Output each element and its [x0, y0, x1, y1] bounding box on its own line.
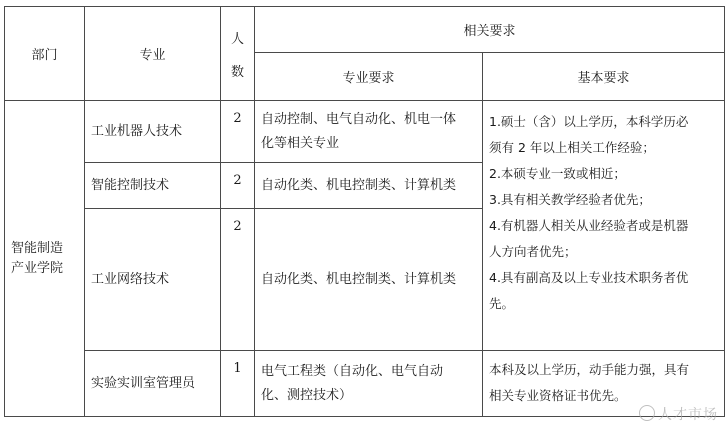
header-major: 专业 — [85, 7, 221, 101]
basic-requirement-cell — [483, 101, 725, 351]
major-cell: 实验实训室管理员 — [85, 351, 221, 417]
major-cell: 工业网络技术 — [85, 209, 221, 351]
professional-line: 化、测控技术） — [261, 387, 353, 403]
basic-line: 4.有机器人相关从业经验者或是机器 — [489, 218, 689, 233]
basic-line: 1.硕士（含）以上学历，本科学历必 — [489, 114, 689, 129]
professional-line: 自动控制、电气自动化、机电一体 — [261, 111, 457, 127]
basic-line: 3.具有相关教学经验者优先； — [489, 192, 651, 207]
table-row — [5, 101, 725, 163]
table-row — [5, 351, 725, 417]
header-count-line2: 数 — [230, 64, 244, 80]
major-cell: 智能控制技术 — [85, 163, 221, 209]
basic-line: 先。 — [489, 296, 515, 311]
professional-requirement-cell — [255, 351, 483, 417]
count-cell: 2 — [221, 163, 255, 209]
watermark-text: 人才市场 — [658, 407, 718, 423]
major-cell: 工业机器人技术 — [85, 101, 221, 163]
basic-line: 人方向者优先； — [489, 244, 577, 259]
basic-line: 2.本硕专业一致或相近； — [489, 166, 626, 181]
header-count — [221, 7, 255, 101]
department-line1: 智能制造 — [11, 240, 64, 256]
department-line2: 产业学院 — [11, 260, 64, 276]
professional-requirement-cell: 自动化类、机电控制类、计算机类 — [255, 209, 483, 351]
department-cell — [5, 101, 85, 417]
count-cell: 1 — [221, 351, 255, 417]
basic-line: 须有 2 年以上相关工作经验； — [489, 140, 655, 155]
professional-requirement-cell — [255, 101, 483, 163]
basic-line: 4.具有副高及以上专业技术职务者优 — [489, 270, 689, 285]
basic-line: 本科及以上学历，动手能力强，具有 — [489, 362, 690, 377]
header-department: 部门 — [5, 7, 85, 101]
count-cell: 2 — [221, 209, 255, 351]
header-related-requirements: 相关要求 — [255, 7, 725, 53]
header-professional-requirements: 专业要求 — [255, 53, 483, 101]
count-cell: 2 — [221, 101, 255, 163]
professional-line: 电气工程类（自动化、电气自动 — [261, 363, 444, 379]
professional-line: 化等相关专业 — [261, 135, 340, 151]
weibo-icon — [639, 405, 655, 421]
professional-requirement-cell: 自动化类、机电控制类、计算机类 — [255, 163, 483, 209]
watermark — [639, 404, 718, 424]
header-basic-requirements: 基本要求 — [483, 53, 725, 101]
basic-line: 相关专业资格证书优先。 — [489, 388, 627, 403]
header-row-top — [5, 7, 725, 53]
recruitment-requirements-table — [4, 6, 725, 417]
header-count-line1: 人 — [230, 31, 244, 47]
